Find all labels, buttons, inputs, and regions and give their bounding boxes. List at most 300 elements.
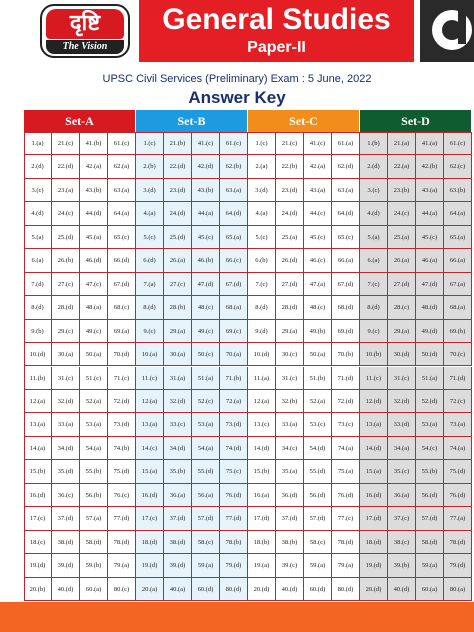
answer-cell: 48.(c) bbox=[192, 296, 220, 319]
answer-cell: 38.(d) bbox=[164, 531, 192, 554]
answer-cell: 6.(b) bbox=[248, 249, 276, 272]
answer-cell: 52.(d) bbox=[416, 390, 444, 413]
answer-cell: 9.(d) bbox=[248, 320, 276, 343]
answer-cell: 65.(a) bbox=[220, 226, 248, 249]
answer-cell: 27.(c) bbox=[164, 273, 192, 296]
answer-cell: 62.(c) bbox=[444, 155, 472, 178]
answer-cell: 63.(b) bbox=[444, 179, 472, 202]
answer-cell: 45.(c) bbox=[192, 226, 220, 249]
answer-cell: 54.(d) bbox=[304, 437, 332, 460]
answer-cell: 80.(a) bbox=[444, 578, 472, 601]
answer-cell: 21.(a) bbox=[388, 132, 416, 155]
answer-cell: 43.(b) bbox=[80, 179, 108, 202]
answer-cell: 8.(d) bbox=[24, 296, 52, 319]
answer-cell: 72.(d) bbox=[108, 390, 136, 413]
answer-cell: 11.(c) bbox=[360, 367, 388, 390]
answer-cell: 56.(a) bbox=[192, 484, 220, 507]
answer-cell: 2.(d) bbox=[360, 155, 388, 178]
answer-cell: 36.(d) bbox=[276, 484, 304, 507]
answer-cell: 15.(a) bbox=[136, 460, 164, 483]
answer-cell: 14.(a) bbox=[24, 437, 52, 460]
answer-cell: 27.(c) bbox=[52, 273, 80, 296]
answer-cell: 8.(d) bbox=[136, 296, 164, 319]
answer-cell: 56.(d) bbox=[304, 484, 332, 507]
answer-cell: 59.(b) bbox=[80, 554, 108, 577]
answer-cell: 10.(d) bbox=[24, 343, 52, 366]
answer-cell: 36.(a) bbox=[388, 484, 416, 507]
answer-cell: 44.(a) bbox=[416, 202, 444, 225]
answer-cell: 35.(c) bbox=[388, 460, 416, 483]
answer-cell: 71.(c) bbox=[108, 367, 136, 390]
title-banner bbox=[139, 0, 414, 62]
answer-cell: 16.(d) bbox=[136, 484, 164, 507]
answer-cell: 23.(b) bbox=[388, 179, 416, 202]
answer-cell: 10.(b) bbox=[360, 343, 388, 366]
answer-cell: 9.(b) bbox=[24, 320, 52, 343]
answer-cell: 64.(d) bbox=[220, 202, 248, 225]
answer-cell: 65.(c) bbox=[332, 226, 360, 249]
answer-cell: 25.(a) bbox=[388, 226, 416, 249]
answer-cell: 30.(a) bbox=[52, 343, 80, 366]
answer-cell: 2.(b) bbox=[136, 155, 164, 178]
answer-cell: 43.(b) bbox=[192, 179, 220, 202]
answer-cell: 41.(c) bbox=[304, 132, 332, 155]
answer-cell: 15.(b) bbox=[24, 460, 52, 483]
answer-cell: 56.(d) bbox=[416, 484, 444, 507]
answer-cell: 78.(d) bbox=[108, 531, 136, 554]
answer-cell: 74.(a) bbox=[444, 437, 472, 460]
answer-cell: 17.(d) bbox=[248, 507, 276, 530]
answer-cell: 34.(a) bbox=[388, 437, 416, 460]
answer-cell: 49.(d) bbox=[416, 320, 444, 343]
answer-cell: 78.(d) bbox=[444, 531, 472, 554]
header bbox=[0, 0, 474, 62]
answer-cell: 22.(b) bbox=[276, 155, 304, 178]
answer-cell: 31.(c) bbox=[276, 367, 304, 390]
answer-cell: 70.(c) bbox=[444, 343, 472, 366]
answer-cell: 3.(c) bbox=[360, 179, 388, 202]
answer-cell: 6.(a) bbox=[24, 249, 52, 272]
answer-cell: 79.(a) bbox=[108, 554, 136, 577]
answer-cell: 46.(a) bbox=[416, 249, 444, 272]
answer-cell: 68.(d) bbox=[332, 296, 360, 319]
answer-cell: 51.(a) bbox=[416, 367, 444, 390]
answer-cell: 4.(a) bbox=[248, 202, 276, 225]
answer-cell: 5.(c) bbox=[136, 226, 164, 249]
answer-cell: 69.(b) bbox=[444, 320, 472, 343]
logo-tagline: The Vision bbox=[46, 40, 124, 54]
answer-cell: 57.(d) bbox=[416, 507, 444, 530]
answer-cell: 79.(d) bbox=[220, 554, 248, 577]
answer-cell: 4.(d) bbox=[24, 202, 52, 225]
answer-cell: 33.(a) bbox=[276, 413, 304, 436]
answer-cell: 61.(a) bbox=[332, 132, 360, 155]
answer-cell: 19.(d) bbox=[136, 554, 164, 577]
answer-cell: 28.(b) bbox=[164, 296, 192, 319]
answer-cell: 73.(d) bbox=[220, 413, 248, 436]
answer-cell: 25.(a) bbox=[276, 226, 304, 249]
answer-cell: 40.(d) bbox=[388, 578, 416, 601]
answer-cell: 30.(c) bbox=[276, 343, 304, 366]
answer-cell: 7.(d) bbox=[24, 273, 52, 296]
answer-cell: 65.(c) bbox=[108, 226, 136, 249]
answer-cell: 31.(c) bbox=[388, 367, 416, 390]
answer-cell: 22.(d) bbox=[164, 155, 192, 178]
answer-cell: 66.(a) bbox=[444, 249, 472, 272]
answer-cell: 51.(c) bbox=[80, 367, 108, 390]
answer-cell: 43.(a) bbox=[304, 179, 332, 202]
answer-cell: 58.(d) bbox=[416, 531, 444, 554]
answer-cell: 31.(c) bbox=[52, 367, 80, 390]
answer-cell: 16.(d) bbox=[360, 484, 388, 507]
answer-cell: 47.(c) bbox=[80, 273, 108, 296]
answer-cell: 64.(a) bbox=[108, 202, 136, 225]
answer-cell: 26.(a) bbox=[164, 249, 192, 272]
answer-cell: 39.(b) bbox=[388, 554, 416, 577]
answer-cell: 20.(d) bbox=[248, 578, 276, 601]
answer-cell: 24.(c) bbox=[388, 202, 416, 225]
answer-cell: 73.(a) bbox=[444, 413, 472, 436]
answer-cell: 32.(b) bbox=[276, 390, 304, 413]
answer-cell: 67.(a) bbox=[444, 273, 472, 296]
answer-cell: 49.(b) bbox=[304, 320, 332, 343]
answer-cell: 37.(d) bbox=[52, 507, 80, 530]
answer-cell: 7.(c) bbox=[248, 273, 276, 296]
answer-cell: 27.(d) bbox=[276, 273, 304, 296]
answer-cell: 42.(d) bbox=[192, 155, 220, 178]
answer-cell: 41.(b) bbox=[80, 132, 108, 155]
answer-cell: 24.(d) bbox=[164, 202, 192, 225]
answer-cell: 22.(d) bbox=[52, 155, 80, 178]
answer-cell: 67.(d) bbox=[332, 273, 360, 296]
answer-cell: 52.(a) bbox=[304, 390, 332, 413]
answer-cell: 76.(c) bbox=[108, 484, 136, 507]
answer-cell: 34.(c) bbox=[276, 437, 304, 460]
answer-cell: 67.(d) bbox=[108, 273, 136, 296]
answer-cell: 66.(a) bbox=[332, 249, 360, 272]
answer-cell: 19.(d) bbox=[24, 554, 52, 577]
answer-cell: 59.(a) bbox=[416, 554, 444, 577]
answer-cell: 68.(a) bbox=[220, 296, 248, 319]
answer-cell: 61.(c) bbox=[220, 132, 248, 155]
answer-cell: 71.(d) bbox=[444, 367, 472, 390]
answer-cell: 5.(c) bbox=[248, 226, 276, 249]
page-subtitle: Paper-II bbox=[247, 39, 306, 56]
answer-cell: 76.(d) bbox=[332, 484, 360, 507]
answer-cell: 38.(c) bbox=[388, 531, 416, 554]
answer-cell: 34.(d) bbox=[164, 437, 192, 460]
answer-cell: 17.(c) bbox=[24, 507, 52, 530]
answer-cell: 58.(c) bbox=[304, 531, 332, 554]
answer-cell: 45.(c) bbox=[416, 226, 444, 249]
answer-cell: 15.(a) bbox=[360, 460, 388, 483]
answer-cell: 47.(a) bbox=[304, 273, 332, 296]
answer-cell: 72.(a) bbox=[220, 390, 248, 413]
answer-cell: 20.(a) bbox=[136, 578, 164, 601]
exam-title: UPSC Civil Services (Preliminary) Exam : 5 June, 2022 bbox=[102, 73, 372, 85]
answer-cell: 12.(a) bbox=[136, 390, 164, 413]
answer-cell: 17.(d) bbox=[360, 507, 388, 530]
answer-cell: 63.(a) bbox=[108, 179, 136, 202]
answer-cell: 4.(d) bbox=[360, 202, 388, 225]
answer-cell: 14.(c) bbox=[136, 437, 164, 460]
answer-cell: 37.(d) bbox=[276, 507, 304, 530]
answer-cell: 57.(d) bbox=[304, 507, 332, 530]
answer-cell: 69.(d) bbox=[332, 320, 360, 343]
answer-cell: 56.(b) bbox=[80, 484, 108, 507]
answer-cell: 50.(a) bbox=[80, 343, 108, 366]
answer-cell: 52.(c) bbox=[192, 390, 220, 413]
answer-cell: 12.(d) bbox=[360, 390, 388, 413]
answer-cell: 20.(d) bbox=[360, 578, 388, 601]
answer-cell: 53.(a) bbox=[192, 413, 220, 436]
answer-cell: 40.(d) bbox=[52, 578, 80, 601]
answer-cell: 60.(d) bbox=[304, 578, 332, 601]
answer-cell: 22.(a) bbox=[388, 155, 416, 178]
answer-cell: 37.(c) bbox=[388, 507, 416, 530]
answer-cell: 4.(a) bbox=[136, 202, 164, 225]
answer-cell: 62.(b) bbox=[220, 155, 248, 178]
answer-cell: 31.(a) bbox=[164, 367, 192, 390]
answer-cell: 66.(c) bbox=[220, 249, 248, 272]
answer-cell: 57.(d) bbox=[192, 507, 220, 530]
answer-cell: 1.(c) bbox=[136, 132, 164, 155]
answer-cell: 68.(c) bbox=[108, 296, 136, 319]
set-header-d: Set-D bbox=[360, 110, 472, 132]
set-header-a: Set-A bbox=[24, 110, 136, 132]
answer-cell: 41.(a) bbox=[416, 132, 444, 155]
footer-bar bbox=[0, 602, 474, 632]
logo-text: दृष्टि bbox=[46, 9, 124, 39]
answer-cell: 55.(d) bbox=[304, 460, 332, 483]
answer-cell: 63.(a) bbox=[220, 179, 248, 202]
answer-cell: 48.(d) bbox=[416, 296, 444, 319]
answer-cell: 7.(a) bbox=[136, 273, 164, 296]
answer-cell: 44.(a) bbox=[192, 202, 220, 225]
answer-cell: 2.(a) bbox=[248, 155, 276, 178]
answer-cell: 64.(d) bbox=[332, 202, 360, 225]
answer-cell: 12.(a) bbox=[24, 390, 52, 413]
answer-cell: 36.(a) bbox=[164, 484, 192, 507]
answer-cell: 76.(d) bbox=[220, 484, 248, 507]
answer-cell: 24.(d) bbox=[276, 202, 304, 225]
answer-cell: 54.(a) bbox=[80, 437, 108, 460]
answer-cell: 51.(a) bbox=[192, 367, 220, 390]
answer-cell: 9.(c) bbox=[360, 320, 388, 343]
answer-cell: 39.(d) bbox=[164, 554, 192, 577]
answer-cell: 13.(a) bbox=[360, 413, 388, 436]
answer-cell: 8.(d) bbox=[360, 296, 388, 319]
answer-cell: 62.(a) bbox=[108, 155, 136, 178]
answer-cell: 2.(d) bbox=[24, 155, 52, 178]
answer-cell: 71.(b) bbox=[220, 367, 248, 390]
answer-cell: 16.(a) bbox=[248, 484, 276, 507]
answer-cell: 47.(d) bbox=[416, 273, 444, 296]
answer-cell: 1.(b) bbox=[360, 132, 388, 155]
answer-cell: 46.(c) bbox=[304, 249, 332, 272]
answer-cell: 33.(d) bbox=[388, 413, 416, 436]
answer-cell: 32.(d) bbox=[388, 390, 416, 413]
answer-cell: 74.(a) bbox=[332, 437, 360, 460]
answer-cell: 13.(c) bbox=[248, 413, 276, 436]
answer-cell: 8.(d) bbox=[248, 296, 276, 319]
answer-cell: 5.(a) bbox=[24, 226, 52, 249]
answer-cell: 21.(c) bbox=[276, 132, 304, 155]
answer-cell: 29.(a) bbox=[164, 320, 192, 343]
answer-cell: 64.(a) bbox=[444, 202, 472, 225]
answer-cell: 1.(c) bbox=[248, 132, 276, 155]
answer-cell: 69.(c) bbox=[220, 320, 248, 343]
answer-cell: 43.(a) bbox=[416, 179, 444, 202]
answer-cell: 33.(a) bbox=[52, 413, 80, 436]
answer-cell: 79.(d) bbox=[444, 554, 472, 577]
answer-cell: 49.(c) bbox=[192, 320, 220, 343]
answer-cell: 13.(a) bbox=[136, 413, 164, 436]
answer-cell: 16.(d) bbox=[24, 484, 52, 507]
answer-cell: 53.(a) bbox=[80, 413, 108, 436]
drishti-logo[interactable] bbox=[40, 4, 130, 58]
answer-cell: 29.(a) bbox=[388, 320, 416, 343]
answer-cell: 58.(d) bbox=[80, 531, 108, 554]
answer-cell: 51.(b) bbox=[304, 367, 332, 390]
answer-cell: 44.(d) bbox=[80, 202, 108, 225]
answer-cell: 15.(b) bbox=[248, 460, 276, 483]
answer-cell: 75.(d) bbox=[108, 460, 136, 483]
answer-cell: 3.(d) bbox=[248, 179, 276, 202]
answer-cell: 52.(a) bbox=[80, 390, 108, 413]
answer-cell: 38.(d) bbox=[52, 531, 80, 554]
answer-cell: 25.(d) bbox=[52, 226, 80, 249]
answer-cell: 80.(d) bbox=[332, 578, 360, 601]
answer-cell: 7.(c) bbox=[360, 273, 388, 296]
answer-cell: 50.(c) bbox=[192, 343, 220, 366]
d-logo-icon[interactable] bbox=[420, 0, 474, 62]
answer-cell: 39.(c) bbox=[276, 554, 304, 577]
answer-cell: 40.(a) bbox=[164, 578, 192, 601]
answer-cell: 66.(d) bbox=[108, 249, 136, 272]
answer-cell: 77.(d) bbox=[108, 507, 136, 530]
answer-cell: 42.(a) bbox=[80, 155, 108, 178]
answer-cell: 10.(d) bbox=[248, 343, 276, 366]
answer-cell: 36.(c) bbox=[52, 484, 80, 507]
answer-cell: 60.(d) bbox=[192, 578, 220, 601]
answer-cell: 11.(b) bbox=[24, 367, 52, 390]
answer-cell: 75.(c) bbox=[220, 460, 248, 483]
d-logo-stem bbox=[458, 4, 466, 44]
answer-cell: 70.(b) bbox=[332, 343, 360, 366]
answer-cell: 21.(b) bbox=[164, 132, 192, 155]
answer-cell: 42.(a) bbox=[304, 155, 332, 178]
answer-cell: 19.(a) bbox=[248, 554, 276, 577]
answer-cell: 55.(b) bbox=[80, 460, 108, 483]
answer-cell: 45.(a) bbox=[80, 226, 108, 249]
answer-cell: 48.(a) bbox=[80, 296, 108, 319]
answer-cell: 32.(d) bbox=[52, 390, 80, 413]
answer-cell: 28.(d) bbox=[276, 296, 304, 319]
answer-cell: 27.(d) bbox=[388, 273, 416, 296]
answer-cell: 44.(c) bbox=[304, 202, 332, 225]
answer-cell: 54.(a) bbox=[192, 437, 220, 460]
answer-cell: 35.(d) bbox=[52, 460, 80, 483]
answer-cell: 74.(d) bbox=[220, 437, 248, 460]
answer-cell: 39.(d) bbox=[52, 554, 80, 577]
answer-cell: 41.(c) bbox=[192, 132, 220, 155]
answer-cell: 72.(d) bbox=[332, 390, 360, 413]
answer-cell: 30.(d) bbox=[388, 343, 416, 366]
answer-cell: 29.(c) bbox=[52, 320, 80, 343]
answer-cell: 17.(c) bbox=[136, 507, 164, 530]
answer-cell: 50.(d) bbox=[416, 343, 444, 366]
answer-cell: 77.(d) bbox=[220, 507, 248, 530]
set-header-b: Set-B bbox=[136, 110, 248, 132]
answer-cell: 38.(b) bbox=[276, 531, 304, 554]
answer-cell: 69.(a) bbox=[108, 320, 136, 343]
answer-cell: 46.(d) bbox=[80, 249, 108, 272]
set-header-c: Set-C bbox=[248, 110, 360, 132]
answer-cell: 72.(c) bbox=[444, 390, 472, 413]
answer-cell: 53.(c) bbox=[304, 413, 332, 436]
answer-cell: 53.(a) bbox=[416, 413, 444, 436]
answer-cell: 11.(c) bbox=[136, 367, 164, 390]
answer-cell: 19.(d) bbox=[360, 554, 388, 577]
answer-cell: 57.(a) bbox=[80, 507, 108, 530]
answer-cell: 73.(c) bbox=[332, 413, 360, 436]
answer-cell: 30.(a) bbox=[164, 343, 192, 366]
answer-cell: 34.(d) bbox=[52, 437, 80, 460]
answer-cell: 28.(d) bbox=[52, 296, 80, 319]
answer-cell: 54.(c) bbox=[416, 437, 444, 460]
answer-cell: 70.(a) bbox=[220, 343, 248, 366]
answer-cell: 61.(c) bbox=[444, 132, 472, 155]
answer-cell: 25.(d) bbox=[164, 226, 192, 249]
answer-cell: 20.(b) bbox=[24, 578, 52, 601]
answer-cell: 70.(d) bbox=[108, 343, 136, 366]
answer-cell: 23.(d) bbox=[276, 179, 304, 202]
answer-cell: 6.(a) bbox=[360, 249, 388, 272]
answer-cell: 71.(d) bbox=[332, 367, 360, 390]
answer-cell: 75.(a) bbox=[332, 460, 360, 483]
answer-cell: 78.(d) bbox=[332, 531, 360, 554]
answer-cell: 78.(b) bbox=[220, 531, 248, 554]
answer-key-heading: Answer Key bbox=[188, 88, 286, 107]
answer-cell: 24.(c) bbox=[52, 202, 80, 225]
answer-cell: 77.(c) bbox=[332, 507, 360, 530]
answer-cell: 18.(d) bbox=[360, 531, 388, 554]
answer-cell: 60.(a) bbox=[416, 578, 444, 601]
answer-cell: 33.(c) bbox=[164, 413, 192, 436]
answer-cell: 37.(d) bbox=[164, 507, 192, 530]
answer-key-table bbox=[24, 110, 472, 601]
answer-cell: 62.(d) bbox=[332, 155, 360, 178]
answer-cell: 60.(a) bbox=[80, 578, 108, 601]
answer-cell: 58.(c) bbox=[192, 531, 220, 554]
answer-cell: 40.(d) bbox=[276, 578, 304, 601]
answer-cell: 49.(c) bbox=[80, 320, 108, 343]
answer-cell: 45.(c) bbox=[304, 226, 332, 249]
answer-cell: 9.(c) bbox=[136, 320, 164, 343]
answer-cell: 74.(b) bbox=[108, 437, 136, 460]
answer-cell: 3.(d) bbox=[136, 179, 164, 202]
answer-cell: 35.(a) bbox=[276, 460, 304, 483]
answer-cell: 29.(a) bbox=[276, 320, 304, 343]
answer-cell: 18.(b) bbox=[248, 531, 276, 554]
answer-cell: 76.(d) bbox=[444, 484, 472, 507]
answer-cell: 26.(a) bbox=[388, 249, 416, 272]
answer-cell: 14.(d) bbox=[360, 437, 388, 460]
answer-cell: 77.(a) bbox=[444, 507, 472, 530]
answer-cell: 46.(b) bbox=[192, 249, 220, 272]
answer-cell: 48.(c) bbox=[304, 296, 332, 319]
